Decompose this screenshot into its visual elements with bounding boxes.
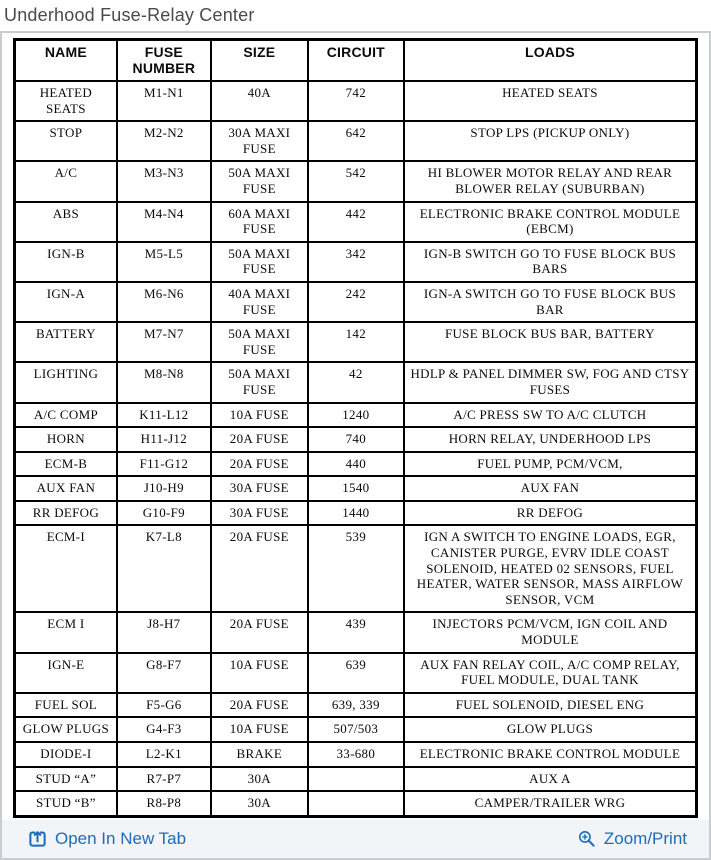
cell-loads: A/C PRESS SW TO A/C CLUTCH	[404, 403, 697, 428]
cell-circuit: 539	[308, 525, 404, 612]
cell-fuse-number: J8-H7	[117, 612, 211, 652]
column-header: LOADS	[404, 40, 697, 82]
cell-size: 30A MAXI FUSE	[211, 121, 308, 161]
cell-fuse-number: K11-L12	[117, 403, 211, 428]
cell-loads: RR DEFOG	[404, 501, 697, 526]
cell-name: IGN-A	[15, 282, 117, 322]
cell-fuse-number: M3-N3	[117, 161, 211, 201]
cell-loads: FUEL PUMP, PCM/VCM,	[404, 452, 697, 477]
cell-loads: IGN-B SWITCH GO TO FUSE BLOCK BUS BARS	[404, 242, 697, 282]
cell-name: GLOW PLUGS	[15, 717, 117, 742]
cell-name: HEATED SEATS	[15, 81, 117, 121]
cell-circuit: 639, 339	[308, 693, 404, 718]
cell-circuit	[308, 791, 404, 816]
cell-fuse-number: H11-J12	[117, 427, 211, 452]
cell-circuit	[308, 767, 404, 792]
cell-loads: HDLP & PANEL DIMMER SW, FOG AND CTSY FUSES	[404, 362, 697, 402]
cell-name: ECM-I	[15, 525, 117, 612]
cell-name: A/C COMP	[15, 403, 117, 428]
table-row	[15, 282, 697, 322]
cell-fuse-number: M6-N6	[117, 282, 211, 322]
cell-name: BATTERY	[15, 322, 117, 362]
cell-circuit: 1440	[308, 501, 404, 526]
column-header: SIZE	[211, 40, 308, 82]
cell-circuit: 740	[308, 427, 404, 452]
table-row	[15, 501, 697, 526]
cell-loads: AUX FAN	[404, 476, 697, 501]
cell-loads: HEATED SEATS	[404, 81, 697, 121]
cell-loads: ELECTRONIC BRAKE CONTROL MODULE	[404, 742, 697, 767]
cell-circuit: 142	[308, 322, 404, 362]
cell-fuse-number: M8-N8	[117, 362, 211, 402]
table-row	[15, 525, 697, 612]
fuse-chart-viewer	[0, 31, 711, 860]
cell-loads: STOP LPS (PICKUP ONLY)	[404, 121, 697, 161]
cell-name: LIGHTING	[15, 362, 117, 402]
cell-name: DIODE-I	[15, 742, 117, 767]
page-title: Underhood Fuse-Relay Center	[4, 5, 255, 25]
cell-loads: FUSE BLOCK BUS BAR, BATTERY	[404, 322, 697, 362]
cell-fuse-number: F11-G12	[117, 452, 211, 477]
cell-loads: IGN A SWITCH TO ENGINE LOADS, EGR, CANISTER PURGE, EVRV IDLE COAST SOLENOID, HEATED 02 SENSORS, FUEL HEATER, WATER SENSOR, MASS AIRFLOW SENSOR, VCM	[404, 525, 697, 612]
column-header: NAME	[15, 40, 117, 82]
cell-circuit: 1240	[308, 403, 404, 428]
cell-circuit: 242	[308, 282, 404, 322]
cell-size: 50A MAXI FUSE	[211, 322, 308, 362]
zoom-print-link[interactable]	[577, 829, 687, 849]
cell-size: 50A MAXI FUSE	[211, 242, 308, 282]
cell-loads: INJECTORS PCM/VCM, IGN COIL AND MODULE	[404, 612, 697, 652]
table-row	[15, 742, 697, 767]
cell-loads: IGN-A SWITCH GO TO FUSE BLOCK BUS BAR	[404, 282, 697, 322]
table-row	[15, 791, 697, 816]
cell-fuse-number: R8-P8	[117, 791, 211, 816]
cell-size: 10A FUSE	[211, 653, 308, 693]
cell-circuit: 742	[308, 81, 404, 121]
cell-name: ECM-B	[15, 452, 117, 477]
cell-fuse-number: G10-F9	[117, 501, 211, 526]
table-row	[15, 476, 697, 501]
table-row	[15, 693, 697, 718]
cell-circuit: 1540	[308, 476, 404, 501]
cell-circuit: 439	[308, 612, 404, 652]
header-row	[15, 40, 697, 82]
table-row	[15, 452, 697, 477]
cell-name: FUEL SOL	[15, 693, 117, 718]
column-header: CIRCUIT	[308, 40, 404, 82]
cell-name: ECM I	[15, 612, 117, 652]
cell-size: 50A MAXI FUSE	[211, 362, 308, 402]
cell-size: 60A MAXI FUSE	[211, 202, 308, 242]
cell-fuse-number: M1-N1	[117, 81, 211, 121]
cell-size: 20A FUSE	[211, 612, 308, 652]
fuse-table-body	[15, 81, 697, 816]
table-row	[15, 653, 697, 693]
cell-fuse-number: J10-H9	[117, 476, 211, 501]
cell-loads: AUX A	[404, 767, 697, 792]
table-row	[15, 717, 697, 742]
cell-loads: HI BLOWER MOTOR RELAY AND REAR BLOWER RELAY (SUBURBAN)	[404, 161, 697, 201]
cell-size: 40A MAXI FUSE	[211, 282, 308, 322]
fuse-table	[13, 38, 698, 818]
table-row	[15, 362, 697, 402]
cell-size: 30A	[211, 767, 308, 792]
cell-size: 30A FUSE	[211, 476, 308, 501]
cell-name: IGN-E	[15, 653, 117, 693]
cell-fuse-number: M7-N7	[117, 322, 211, 362]
cell-circuit: 33-680	[308, 742, 404, 767]
cell-fuse-number: R7-P7	[117, 767, 211, 792]
cell-circuit: 507/503	[308, 717, 404, 742]
cell-circuit: 440	[308, 452, 404, 477]
cell-size: 20A FUSE	[211, 452, 308, 477]
cell-name: STUD “A”	[15, 767, 117, 792]
table-row	[15, 322, 697, 362]
cell-loads: GLOW PLUGS	[404, 717, 697, 742]
zoom-print-label: Zoom/Print	[603, 828, 687, 848]
cell-fuse-number: M4-N4	[117, 202, 211, 242]
table-row	[15, 612, 697, 652]
cell-fuse-number: L2-K1	[117, 742, 211, 767]
open-in-new-tab-link[interactable]	[28, 829, 186, 849]
table-row	[15, 81, 697, 121]
open-in-new-tab-label: Open In New Tab	[55, 828, 187, 848]
cell-name: STOP	[15, 121, 117, 161]
cell-size: 30A	[211, 791, 308, 816]
cell-name: AUX FAN	[15, 476, 117, 501]
cell-circuit: 642	[308, 121, 404, 161]
column-header: FUSE NUMBER	[117, 40, 211, 82]
cell-circuit: 42	[308, 362, 404, 402]
cell-size: 10A FUSE	[211, 717, 308, 742]
cell-loads: HORN RELAY, UNDERHOOD LPS	[404, 427, 697, 452]
cell-circuit: 542	[308, 161, 404, 201]
table-row	[15, 427, 697, 452]
cell-fuse-number: K7-L8	[117, 525, 211, 612]
fuse-table-image	[2, 33, 709, 818]
cell-name: RR DEFOG	[15, 501, 117, 526]
cell-fuse-number: G8-F7	[117, 653, 211, 693]
viewer-footer	[2, 820, 709, 858]
cell-loads: AUX FAN RELAY COIL, A/C COMP RELAY, FUEL MODULE, DUAL TANK	[404, 653, 697, 693]
cell-fuse-number: F5-G6	[117, 693, 211, 718]
cell-name: IGN-B	[15, 242, 117, 282]
cell-loads: FUEL SOLENOID, DIESEL ENG	[404, 693, 697, 718]
cell-circuit: 442	[308, 202, 404, 242]
cell-name: HORN	[15, 427, 117, 452]
table-row	[15, 242, 697, 282]
table-row	[15, 403, 697, 428]
table-row	[15, 161, 697, 201]
cell-size: 30A FUSE	[211, 501, 308, 526]
cell-name: ABS	[15, 202, 117, 242]
table-row	[15, 202, 697, 242]
cell-size: 20A FUSE	[211, 525, 308, 612]
cell-fuse-number: G4-F3	[117, 717, 211, 742]
cell-size: 20A FUSE	[211, 693, 308, 718]
cell-circuit: 342	[308, 242, 404, 282]
cell-loads: CAMPER/TRAILER WRG	[404, 791, 697, 816]
cell-size: 20A FUSE	[211, 427, 308, 452]
open-in-new-tab-icon	[28, 829, 47, 848]
cell-size: 40A	[211, 81, 308, 121]
table-row	[15, 121, 697, 161]
cell-loads: ELECTRONIC BRAKE CONTROL MODULE (EBCM)	[404, 202, 697, 242]
cell-size: 50A MAXI FUSE	[211, 161, 308, 201]
cell-size: BRAKE	[211, 742, 308, 767]
cell-circuit: 639	[308, 653, 404, 693]
zoom-plus-icon	[577, 829, 596, 848]
cell-fuse-number: M2-N2	[117, 121, 211, 161]
table-row	[15, 767, 697, 792]
cell-fuse-number: M5-L5	[117, 242, 211, 282]
cell-name: A/C	[15, 161, 117, 201]
cell-size: 10A FUSE	[211, 403, 308, 428]
cell-name: STUD “B”	[15, 791, 117, 816]
